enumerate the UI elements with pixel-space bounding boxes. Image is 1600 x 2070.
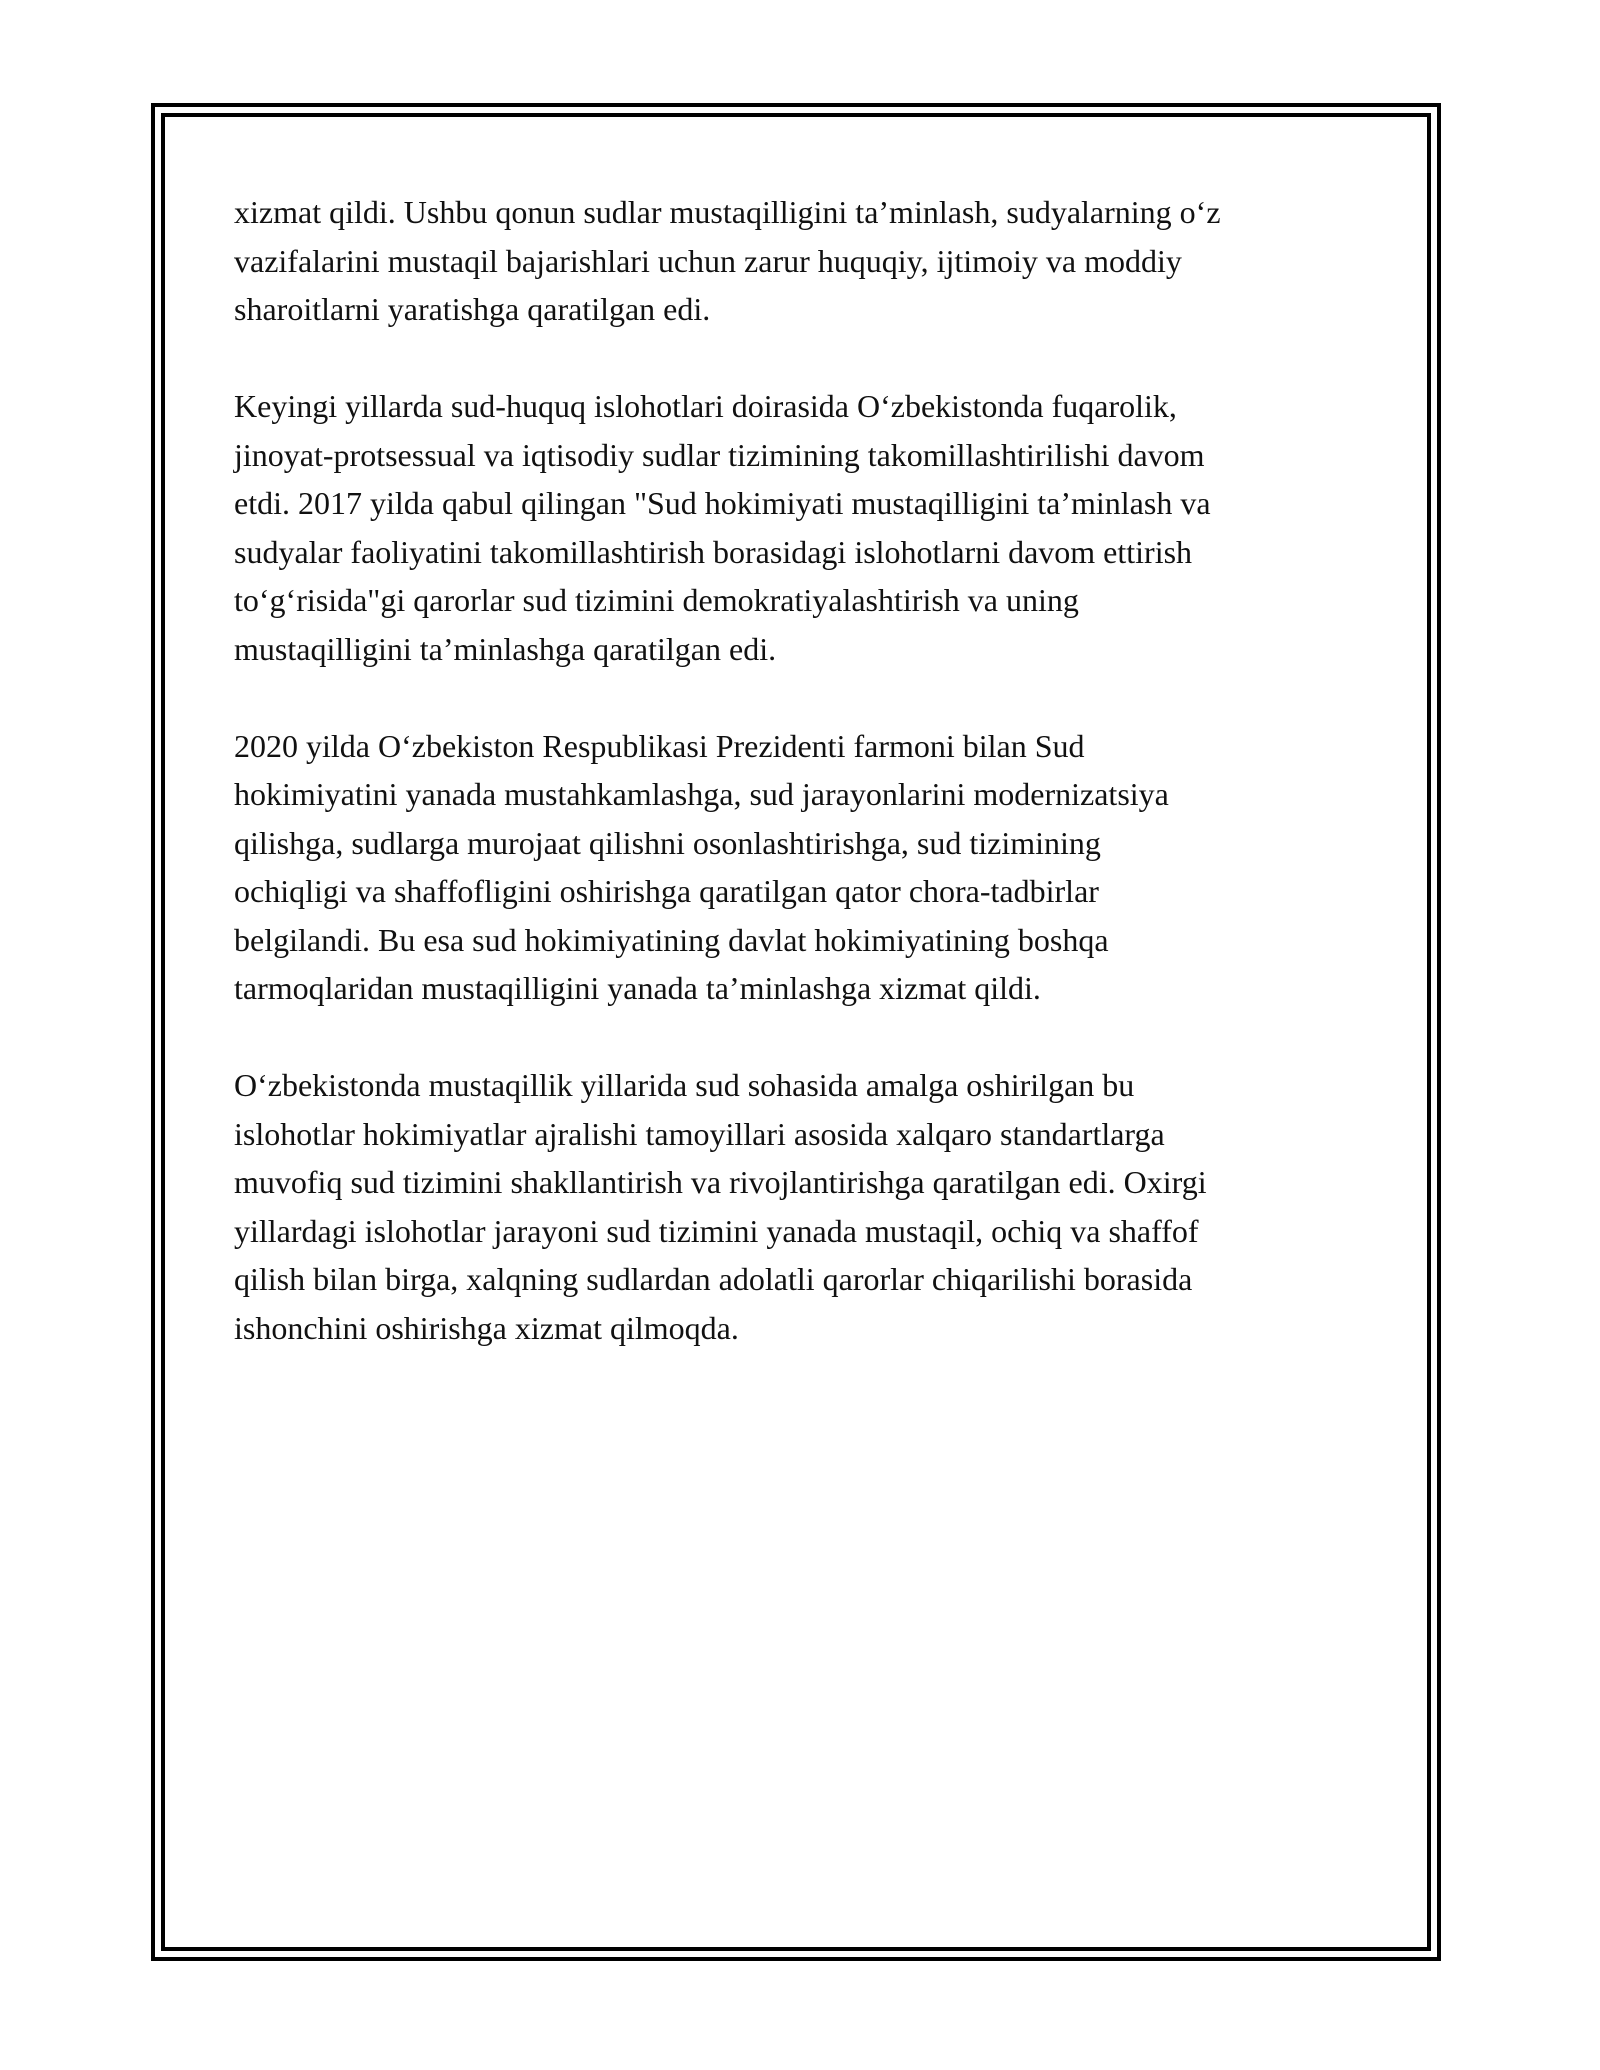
text-line: sharoitlarni yaratishga qaratilgan edi. xyxy=(234,291,711,327)
paragraph-2 xyxy=(234,382,1374,673)
text-line: xizmat qildi. Ushbu qonun sudlar mustaqilligini ta’minlash, sudyalarning o‘z xyxy=(234,194,1221,230)
text-line: mustaqilligini ta’minlashga qaratilgan edi. xyxy=(234,630,777,667)
text-line: jinoyat-protsessual va iqtisodiy sudlar tizimining takomillashtirilishi davom xyxy=(234,436,1205,473)
text-line: muvofiq sud tizimini shakllantirish va rivojlantirishga qaratilgan edi. Oxirgi xyxy=(234,1164,1207,1200)
text-line: O‘zbekistonda mustaqillik yillarida sud sohasida amalga oshirilgan bu xyxy=(234,1067,1135,1103)
text-line: 2020 yilda O‘zbekiston Respublikasi Prezidenti farmoni bilan Sud xyxy=(234,727,1085,764)
text-line: ishonchini oshirishga xizmat qilmoqda. xyxy=(234,1309,739,1346)
text-line: vazifalarini mustaqil bajarishlari uchun zarur huquqiy, ijtimoiy va moddiy xyxy=(234,242,1182,279)
text-line: ochiqligi va shaffofligini oshirishga qaratilgan qator chora-tadbirlar xyxy=(234,873,1099,909)
paragraph-4 xyxy=(234,1061,1374,1352)
text-line: hokimiyatini yanada mustahkamlashga, sud jarayonlarini modernizatsiya xyxy=(234,776,1169,812)
text-line: to‘g‘risida"gi qarorlar sud tizimini demokratiyalashtirish va uning xyxy=(234,582,1079,618)
text-line: sudyalar faoliyatini takomillashtirish borasidagi islohotlarni davom ettirish xyxy=(234,533,1193,570)
paragraph-1 xyxy=(234,188,1374,334)
text-line: qilishga, sudlarga murojaat qilishni osonlashtirishga, sud tizimining xyxy=(234,824,1101,861)
text-line: etdi. 2017 yilda qabul qilingan "Sud hokimiyati mustaqilligini ta’minlash va xyxy=(234,485,1211,521)
paragraph-3 xyxy=(234,722,1374,1013)
text-line: qilish bilan birga, xalqning sudlardan adolatli qarorlar chiqarilishi borasida xyxy=(234,1261,1193,1297)
text-line: yillardagi islohotlar jarayoni sud tizimini yanada mustaqil, ochiq va shaffof xyxy=(234,1212,1199,1249)
text-line: tarmoqlaridan mustaqilligini yanada ta’minlashga xizmat qildi. xyxy=(234,970,1041,1006)
document-body xyxy=(234,188,1374,1401)
text-line: Keyingi yillarda sud-huquq islohotlari doirasida O‘zbekistonda fuqarolik, xyxy=(234,388,1177,424)
text-line: belgilandi. Bu esa sud hokimiyatining davlat hokimiyatining boshqa xyxy=(234,921,1109,958)
text-line: islohotlar hokimiyatlar ajralishi tamoyillari asosida xalqaro standartlarga xyxy=(234,1115,1165,1152)
